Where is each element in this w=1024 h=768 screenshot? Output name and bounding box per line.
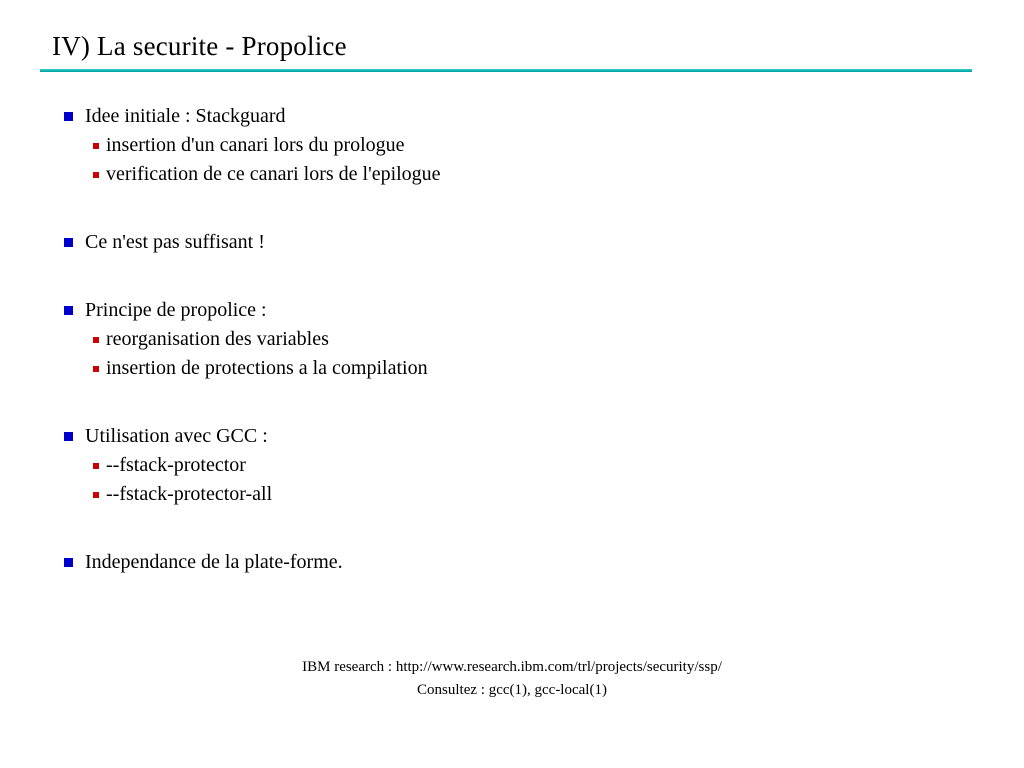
- list-item: [64, 228, 441, 257]
- list-item: [64, 102, 441, 131]
- square-subbullet-icon: [93, 366, 99, 372]
- list-item: [64, 296, 441, 325]
- square-bullet-icon: [64, 432, 73, 441]
- sub-bullet-text: insertion d'un canari lors du prologue: [106, 134, 405, 156]
- sub-bullet-text: --fstack-protector: [106, 454, 246, 476]
- bullet-group: [64, 228, 441, 257]
- footer-line-2: Consultez : gcc(1), gcc-local(1): [417, 682, 607, 698]
- sub-list-item: [93, 480, 441, 509]
- sub-bullet-text: insertion de protections a la compilation: [106, 357, 428, 379]
- bullet-list: [64, 102, 441, 616]
- footer: [0, 656, 1024, 702]
- sub-bullet-text: --fstack-protector-all: [106, 483, 273, 505]
- bullet-text: Principe de propolice :: [85, 299, 267, 321]
- bullet-group: [64, 296, 441, 383]
- bullet-text: Utilisation avec GCC :: [85, 425, 268, 447]
- sub-list-item: [93, 325, 441, 354]
- bullet-text: Independance de la plate-forme.: [85, 551, 343, 573]
- sub-list-item: [93, 354, 441, 383]
- bullet-group: [64, 548, 441, 577]
- list-item: [64, 548, 441, 577]
- page-title: IV) La securite - Propolice: [52, 31, 347, 61]
- sub-list-item: [93, 160, 441, 189]
- footer-line-1: IBM research : http://www.research.ibm.com/trl/projects/security/ssp/: [302, 659, 722, 675]
- square-subbullet-icon: [93, 492, 99, 498]
- list-item: [64, 422, 441, 451]
- square-bullet-icon: [64, 112, 73, 121]
- bullet-text: Ce n'est pas suffisant !: [85, 231, 265, 253]
- bullet-group: [64, 422, 441, 509]
- sub-list-item: [93, 131, 441, 160]
- square-bullet-icon: [64, 306, 73, 315]
- square-subbullet-icon: [93, 172, 99, 178]
- square-subbullet-icon: [93, 337, 99, 343]
- sub-list-item: [93, 451, 441, 480]
- square-subbullet-icon: [93, 463, 99, 469]
- sub-bullet-text: verification de ce canari lors de l'epilogue: [106, 163, 441, 185]
- bullet-text: Idee initiale : Stackguard: [85, 105, 286, 127]
- square-bullet-icon: [64, 558, 73, 567]
- bullet-group: [64, 102, 441, 189]
- title-underline: [40, 69, 972, 72]
- square-bullet-icon: [64, 238, 73, 247]
- sub-bullet-text: reorganisation des variables: [106, 328, 329, 350]
- square-subbullet-icon: [93, 143, 99, 149]
